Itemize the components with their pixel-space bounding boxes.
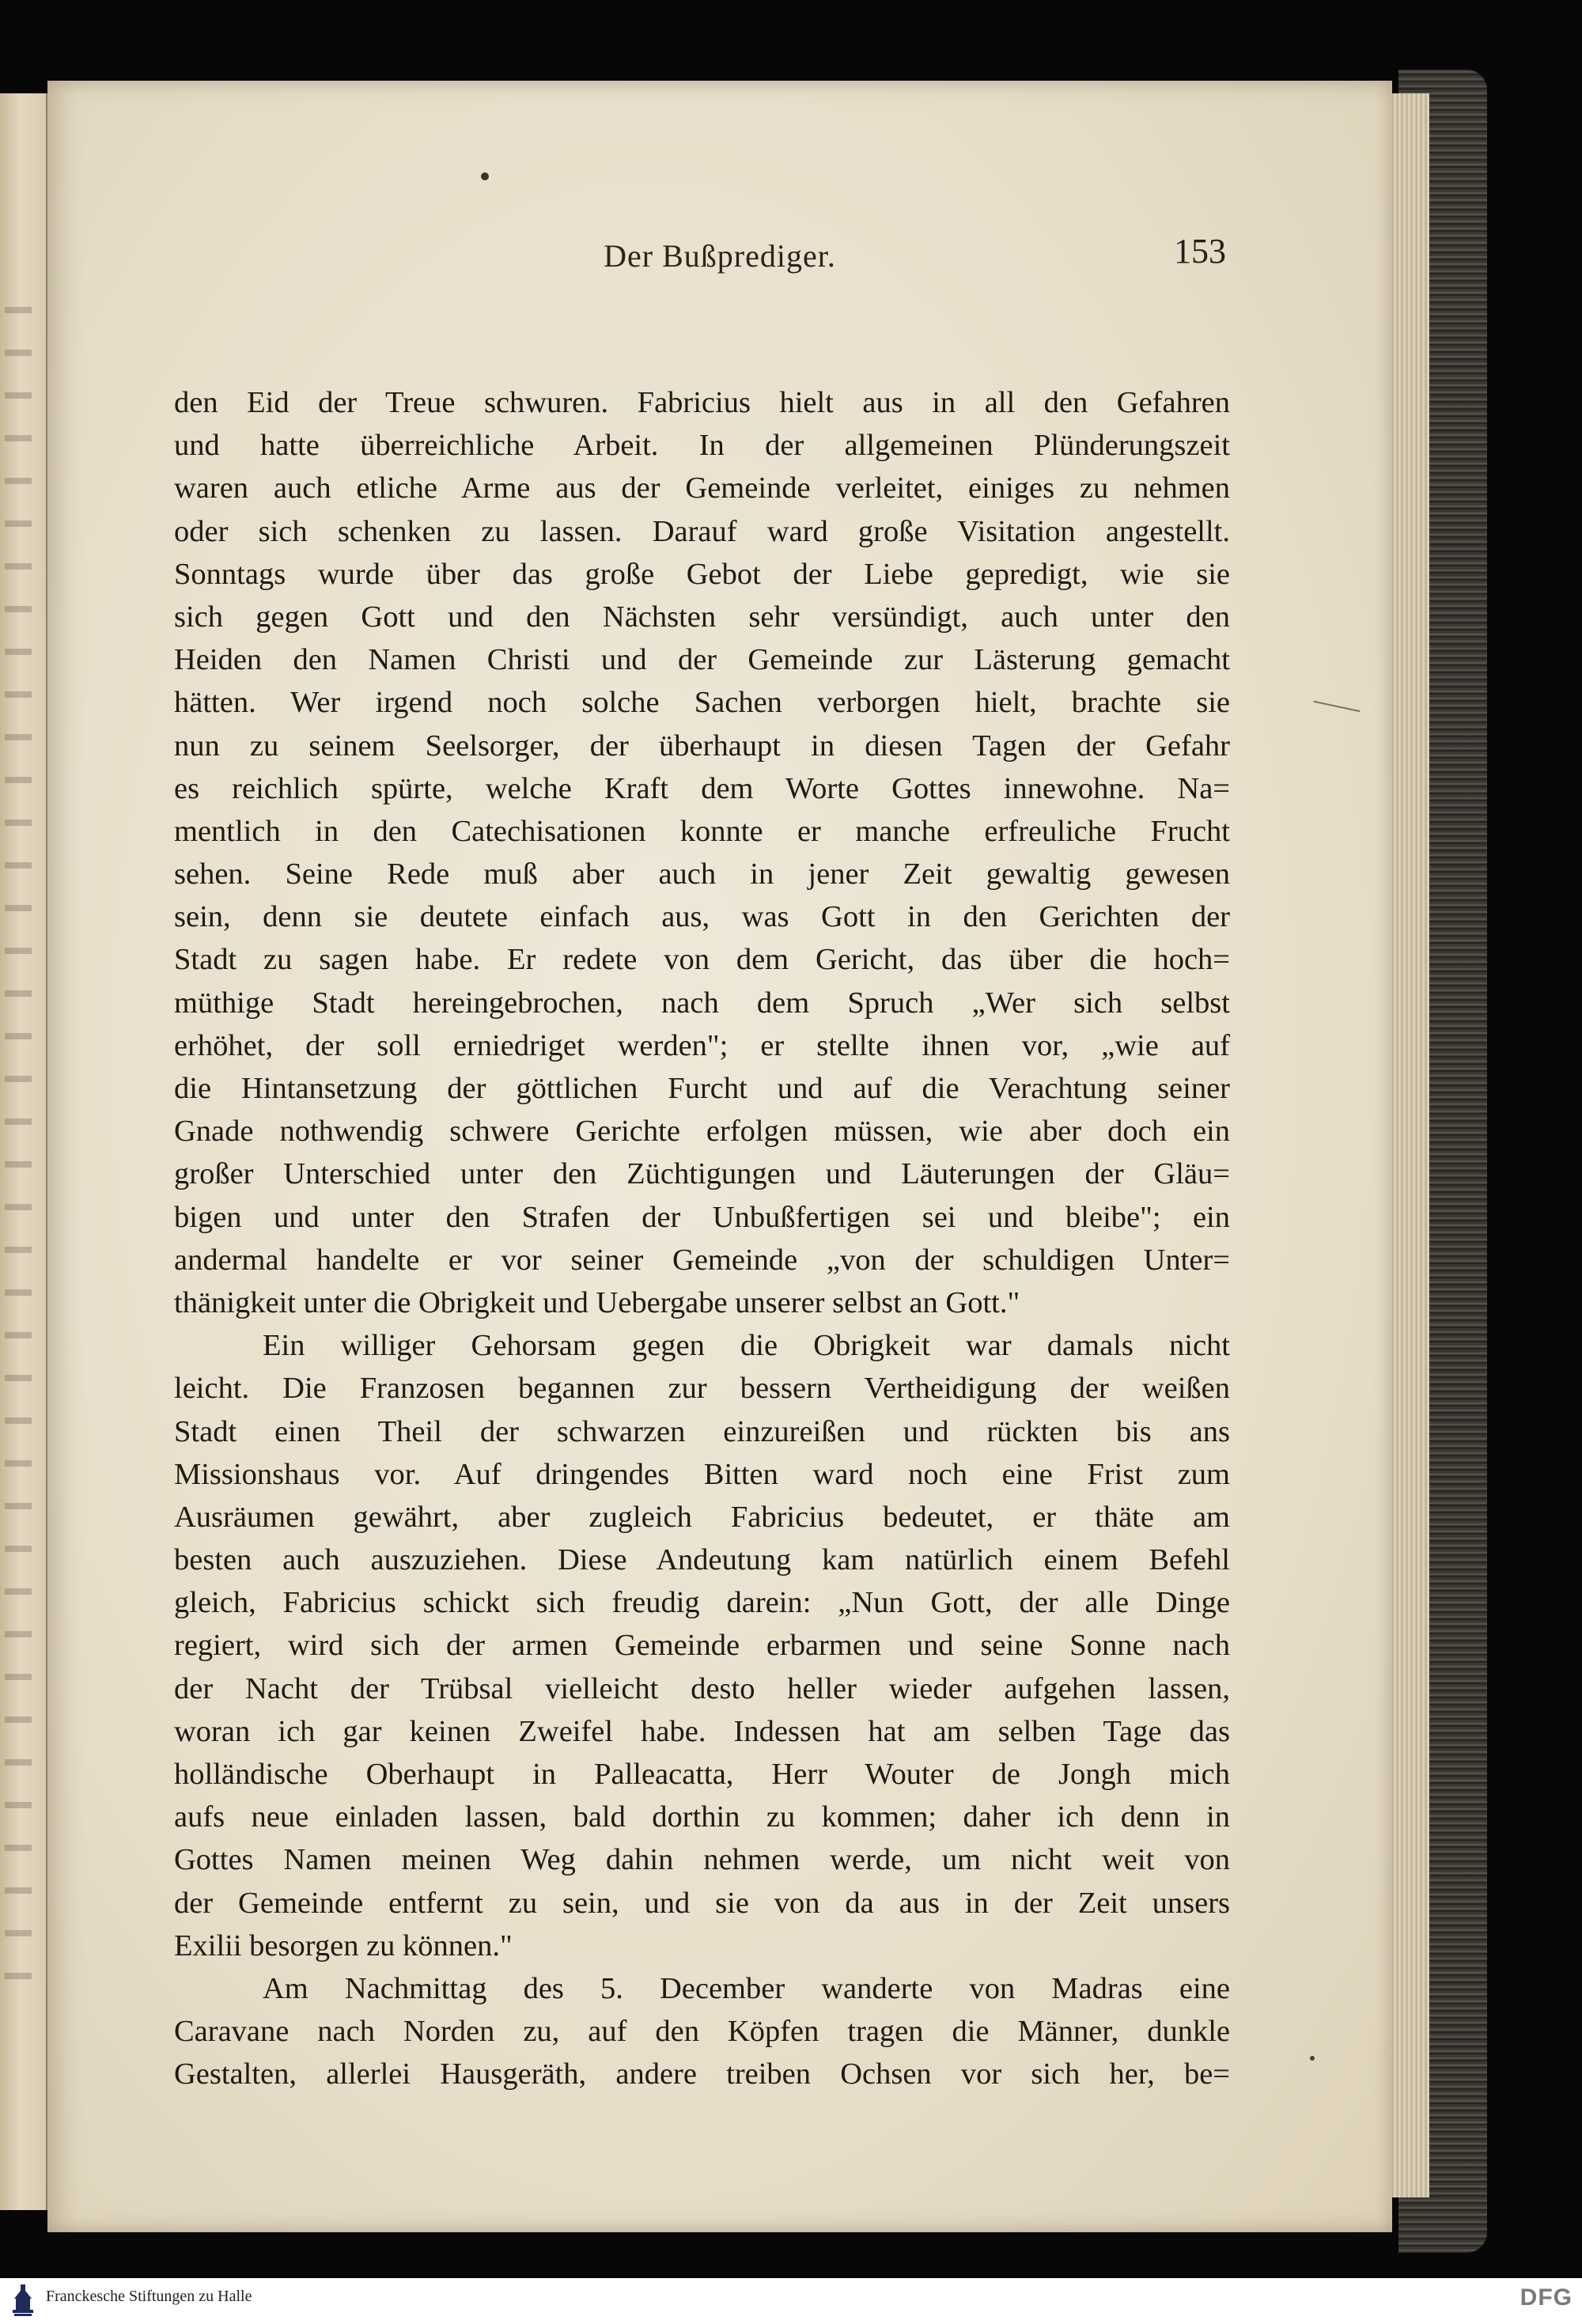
left-page-text-fragment: [5, 1460, 32, 1467]
left-page-text-fragment: [5, 520, 32, 527]
text-line: Gestalten, allerlei Hausgeräth, andere treiben Ochsen vor sich her, be=: [174, 2057, 1230, 2091]
institution-logo-icon: [9, 2283, 36, 2318]
text-line: Stadt zu sagen habe. Er redete von dem Gericht, das über die hoch=: [174, 943, 1230, 977]
left-page-text-fragment: [5, 392, 32, 399]
left-page-text-fragment: [5, 819, 32, 826]
left-page-text-fragment: [5, 1802, 32, 1808]
text-line: den Eid der Treue schwuren. Fabricius hielt aus in all den Gefahren: [174, 386, 1230, 419]
text-line: Heiden den Namen Christi und der Gemeinde zur Lästerung gemacht: [174, 643, 1230, 677]
left-page-text-fragment: [5, 1033, 32, 1039]
left-page-text-fragment: [5, 307, 32, 313]
left-page-text-fragment: [5, 435, 32, 441]
left-page-text-fragment: [5, 1930, 32, 1936]
text-line: gleich, Fabricius schickt sich freudig darein: „Nun Gott, der alle Dinge: [174, 1586, 1230, 1620]
text-line: es reichlich spürte, welche Kraft dem Worte Gottes innewohne. Na=: [174, 771, 1230, 805]
margin-dot: [1310, 2056, 1315, 2061]
text-line: nun zu seinem Seelsorger, der überhaupt in diesen Tagen der Gefahr: [174, 729, 1230, 763]
left-page-text-fragment: [5, 1204, 32, 1210]
left-page-text-fragment: [5, 905, 32, 911]
text-line: Am Nachmittag des 5. December wanderte von Madras eine: [263, 1971, 1230, 2005]
left-page-text-fragment: [5, 734, 32, 740]
text-line: die Hintansetzung der göttlichen Furcht und auf die Verachtung seiner: [174, 1072, 1230, 1105]
left-page-edge: [0, 93, 47, 2210]
left-page-text-fragment: [5, 1759, 32, 1766]
text-line: Sonntags wurde über das große Gebot der Liebe gepredigt, wie sie: [174, 557, 1230, 591]
running-title: Der Bußprediger.: [604, 238, 836, 274]
left-page-text-fragment: [5, 1332, 32, 1338]
text-line: woran ich gar keinen Zweifel habe. Indessen hat am selben Tage das: [174, 1714, 1230, 1748]
left-page-text-fragment: [5, 777, 32, 783]
text-line: müthige Stadt hereingebrochen, nach dem Spruch „Wer sich selbst: [174, 986, 1230, 1020]
text-line: Ein williger Gehorsam gegen die Obrigkeit war damals nicht: [263, 1329, 1230, 1363]
text-line: der Nacht der Trübsal vielleicht desto heller wieder aufgehen lassen,: [174, 1671, 1230, 1705]
text-line: der Gemeinde entfernt zu sein, und sie von da aus in der Zeit unsers: [174, 1886, 1230, 1920]
text-line: sein, denn sie deutete einfach aus, was Gott in den Gerichten der: [174, 900, 1230, 934]
text-line: thänigkeit unter die Obrigkeit und Uebergabe unserer selbst an Gott.": [174, 1285, 1020, 1319]
text-line: hätten. Wer irgend noch solche Sachen verborgen hielt, brachte sie: [174, 686, 1230, 720]
text-line: und hatte überreichliche Arbeit. In der allgemeinen Plünderungszeit: [174, 429, 1230, 463]
left-page-text-fragment: [5, 478, 32, 484]
left-page-text-fragment: [5, 350, 32, 356]
left-page-text-fragment: [5, 1503, 32, 1509]
page-number: 153: [1174, 232, 1226, 271]
text-line: Exilii besorgen zu können.": [174, 1928, 513, 1963]
ink-dot: [481, 172, 489, 180]
text-line: andermal handelte er vor seiner Gemeinde „von der schuldigen Unter=: [174, 1243, 1230, 1277]
text-line: Missionshaus vor. Auf dringendes Bitten ward noch eine Frist zum: [174, 1457, 1230, 1491]
left-page-text-fragment: [5, 691, 32, 698]
left-page-text-fragment: [5, 1674, 32, 1680]
left-page-text-fragment: [5, 563, 32, 570]
text-line: waren auch etliche Arme aus der Gemeinde verleitet, einiges zu nehmen: [174, 471, 1230, 505]
text-line: sich gegen Gott und den Nächsten sehr versündigt, auch unter den: [174, 600, 1230, 634]
left-page-text-fragment: [5, 1161, 32, 1168]
text-line: regiert, wird sich der armen Gemeinde erbarmen und seine Sonne nach: [174, 1629, 1230, 1663]
left-page-text-fragment: [5, 948, 32, 954]
text-line: Ausräumen gewährt, aber zugleich Fabricius bedeutet, er thäte am: [174, 1500, 1230, 1534]
text-line: sehen. Seine Rede muß aber auch in jener Zeit gewaltig gewesen: [174, 857, 1230, 891]
text-line: leicht. Die Franzosen begannen zur bessern Vertheidigung der weißen: [174, 1372, 1230, 1406]
text-line: erhöhet, der soll erniedriget werden"; er stellte ihnen vor, „wie auf: [174, 1028, 1230, 1062]
left-page-text-fragment: [5, 862, 32, 869]
left-page-text-fragment: [5, 1887, 32, 1894]
page-edges: [1386, 93, 1429, 2197]
left-page-text-fragment: [5, 1076, 32, 1082]
text-line: aufs neue einladen lassen, bald dorthin zu kommen; daher ich denn in: [174, 1800, 1230, 1834]
left-page-text-fragment: [5, 1118, 32, 1125]
margin-mark: [1313, 701, 1360, 712]
text-line: mentlich in den Catechisationen konnte er manche erfreuliche Frucht: [174, 814, 1230, 848]
dfg-badge: DFG: [1520, 2284, 1573, 2311]
left-page-text-fragment: [5, 990, 32, 997]
left-page-text-fragment: [5, 1375, 32, 1381]
left-page-text-fragment: [5, 1631, 32, 1637]
book-page: [47, 81, 1392, 2232]
left-page-text-fragment: [5, 649, 32, 655]
left-page-text-fragment: [5, 1417, 32, 1424]
text-line: holländische Oberhaupt in Palleacatta, Herr Wouter de Jongh mich: [174, 1758, 1230, 1791]
text-line: oder sich schenken zu lassen. Darauf ward große Visitation angestellt.: [174, 514, 1230, 548]
left-page-text-fragment: [5, 1973, 32, 1979]
text-line: Gottes Namen meinen Weg dahin nehmen werde, um nicht weit von: [174, 1843, 1230, 1877]
text-line: bigen und unter den Strafen der Unbußfertigen sei und bleibe"; ein: [174, 1200, 1230, 1234]
left-page-text-fragment: [5, 606, 32, 612]
text-line: besten auch auszuziehen. Diese Andeutung kam natürlich einem Befehl: [174, 1543, 1230, 1577]
body-text: [174, 381, 1230, 2096]
left-page-text-fragment: [5, 1546, 32, 1552]
text-line: Gnade nothwendig schwere Gerichte erfolgen müssen, wie aber doch ein: [174, 1115, 1230, 1149]
left-page-text-fragment: [5, 1717, 32, 1723]
text-line: Caravane nach Norden zu, auf den Köpfen tragen die Männer, dunkle: [174, 2015, 1230, 2049]
text-line: Stadt einen Theil der schwarzen einzureißen und rückten bis ans: [174, 1414, 1230, 1448]
left-page-text-fragment: [5, 1588, 32, 1595]
text-line: großer Unterschied unter den Züchtigungen und Läuterungen der Gläu=: [174, 1157, 1230, 1191]
institution-name: Franckesche Stiftungen zu Halle: [46, 2288, 252, 2305]
running-head: [47, 231, 1392, 278]
left-page-text-fragment: [5, 1247, 32, 1253]
footer-bar: [0, 2278, 1582, 2324]
left-page-text-fragment: [5, 1289, 32, 1296]
left-page-text-fragment: [5, 1845, 32, 1851]
